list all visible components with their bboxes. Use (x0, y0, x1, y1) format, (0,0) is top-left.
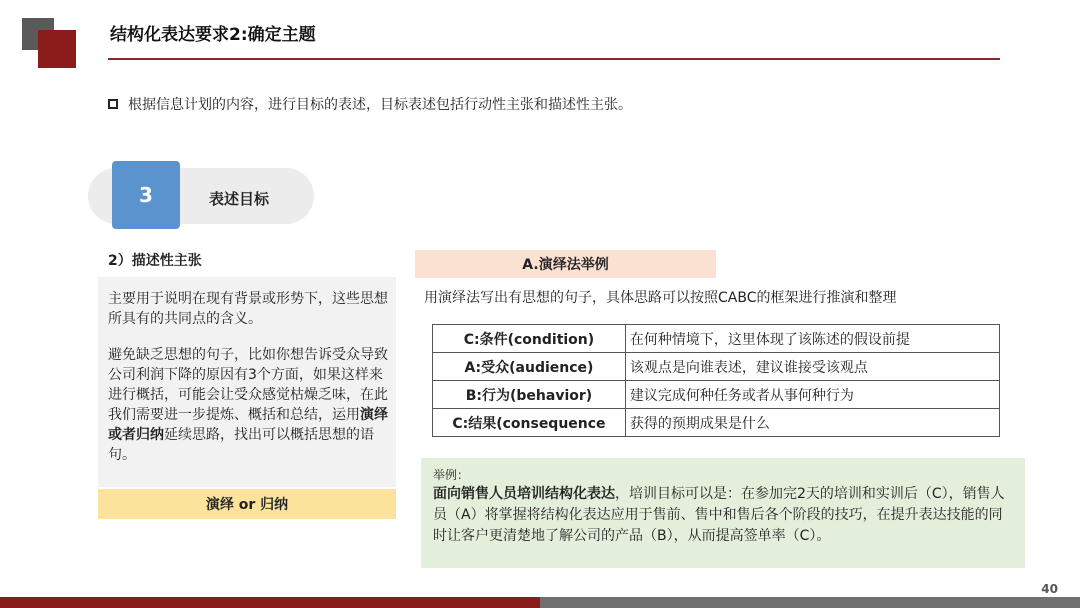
table-value: 在何种情境下，这里体现了该陈述的假设前提 (625, 325, 999, 353)
title-divider (108, 58, 1000, 60)
table-key: A:受众(audience) (433, 353, 626, 381)
example-text (433, 484, 1015, 547)
table-row (433, 353, 1000, 381)
footer-bar-gray (540, 597, 1080, 608)
intro-bullet (108, 94, 632, 114)
table-row (433, 381, 1000, 409)
footer-bar-red (0, 597, 540, 608)
example-bold: 面向销售人员培训结构化表达 (433, 486, 615, 502)
example-body: ，培训目标可以是：在参加完2天的培训和实训后（C），销售人员（A）将掌握将结构化表达应用于售前、售中和售后各个阶段的技巧，在提升表达技能的同时让客户更清楚地了解公司的产品（B），从而提高签单率（C）。 (433, 486, 1005, 544)
paragraph-2-text-b: 延续思路，找出可以概括思想的语句。 (108, 427, 374, 463)
descriptive-claim-heading: 2）描述性主张 (98, 245, 396, 277)
intro-text: 根据信息计划的内容，进行目标的表述，目标表述包括行动性主张和描述性主张。 (128, 97, 632, 113)
example-label: 举例： (433, 468, 470, 482)
deduction-example-heading: A.演绎法举例 (415, 250, 716, 278)
paragraph-2-bold: 演绎或者归纳 (108, 407, 388, 443)
deduction-induction-bar: 演绎 or 归纳 (98, 489, 396, 519)
cabc-table (432, 324, 1000, 437)
section-number: 3 (112, 161, 180, 229)
paragraph-2-text-a: 避免缺乏思想的句子，比如你想告诉受众导致公司利润下降的原因有3个方面，如果这样来进行概括，可能会让受众感觉枯燥乏味，在此我们需要进一步提炼、概括和总结，运用 (108, 347, 388, 423)
table-value: 建议完成何种任务或者从事何种行为 (625, 381, 999, 409)
example-box (421, 458, 1025, 568)
logo-square-red (38, 30, 76, 68)
descriptive-claim-paragraph-2 (108, 345, 388, 465)
descriptive-claim-paragraph-1: 主要用于说明在现有背景或形势下，这些思想所具有的共同点的含义。 (108, 291, 388, 327)
table-key: B:行为(behavior) (433, 381, 626, 409)
square-bullet-icon (108, 99, 118, 109)
table-value: 该观点是向谁表述，建议谁接受该观点 (625, 353, 999, 381)
table-key: C:条件(condition) (433, 325, 626, 353)
table-row (433, 409, 1000, 437)
deduction-description: 用演绎法写出有思想的句子，具体思路可以按照CABC的框架进行推演和整理 (424, 290, 897, 306)
table-value: 获得的预期成果是什么 (625, 409, 999, 437)
page-number: 40 (1041, 582, 1058, 596)
section-label: 表述目标 (209, 190, 270, 208)
table-row (433, 325, 1000, 353)
table-key: C:结果(consequence (433, 409, 626, 437)
page-title: 结构化表达要求2:确定主题 (110, 25, 316, 45)
